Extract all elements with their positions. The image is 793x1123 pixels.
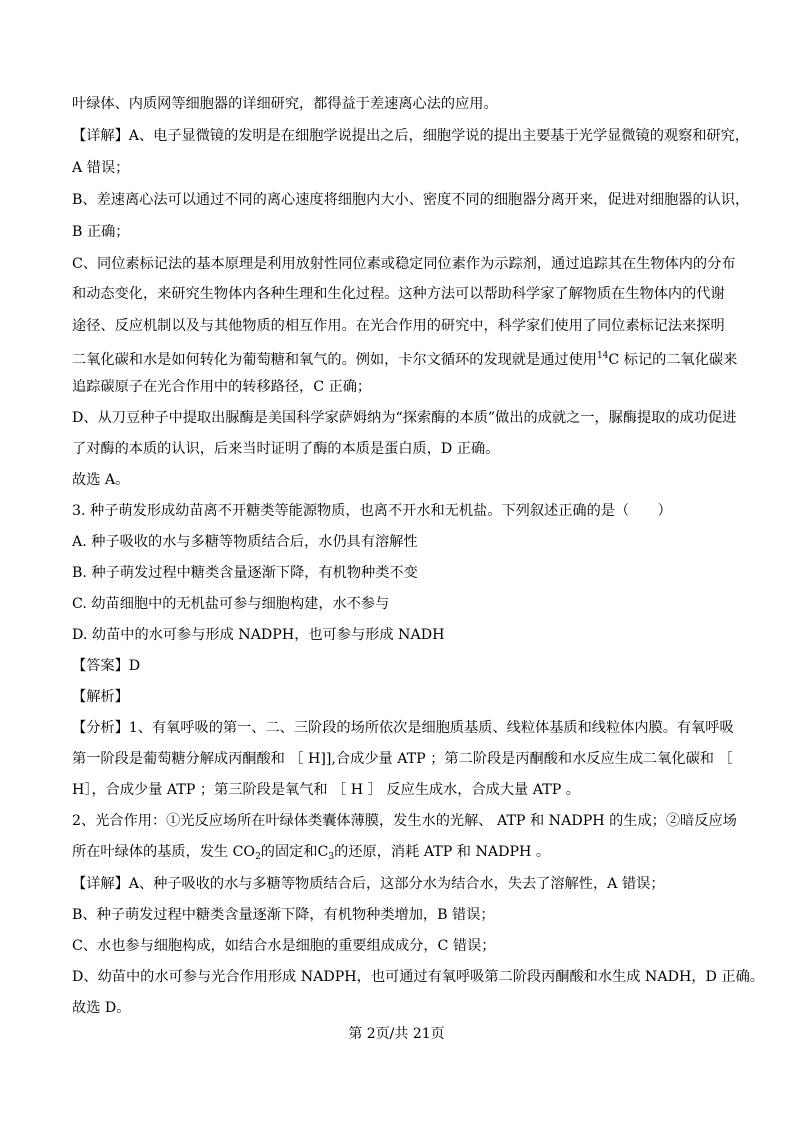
text-segment: 所在叶绿体的基质，发生 CO	[72, 844, 256, 860]
text-line: 故选 A。	[72, 472, 130, 488]
text-line: 【详解】A、种子吸收的水与多糖等物质结合后，这部分水为结合水，失去了溶解性，A 错误；	[72, 876, 665, 892]
text-line: 【分析】1、有氧呼吸的第一、二、三阶段的场所依次是细胞质基质、线粒体基质和线粒体内膜。有氧呼吸	[72, 720, 734, 736]
analysis-label: 【解析】	[72, 689, 129, 705]
page-footer: 第 2页/共 21页	[348, 1026, 445, 1042]
text-line: 第一阶段是葡萄糖分解成丙酮酸和 ［ H]],合成少量 ATP ；第二阶段是丙酮酸和水反应生成二氧化碳和 ［	[72, 751, 733, 767]
text-segment: 二氧化碳和水是如何转化为葡萄糖和氧气的。例如，卡尔文循环的发现就是通过使用	[72, 352, 597, 368]
text-line: 和动态变化，来研究生物体内各种生理和生化过程。这种方法可以帮助科学家了解物质在生物体内的代谢	[72, 286, 725, 302]
text-segment: 的还原，消耗 ATP 和 NADPH 。	[334, 844, 551, 860]
text-line: B 正确；	[72, 224, 130, 240]
option-b: B. 种子萌发过程中糖类含量逐渐下降，有机物种类不变	[72, 565, 418, 581]
text-segment: 的固定和C	[260, 844, 329, 860]
option-a: A. 种子吸收的水与多糖等物质结合后，水仍具有溶解性	[72, 534, 418, 550]
text-line: 2、光合作用：①光反应场所在叶绿体类囊体薄膜，发生水的光解、 ATP 和 NADPH 的生成；②暗反应场	[72, 813, 737, 829]
text-line: 【详解】A、电子显微镜的发明是在细胞学说提出之后，细胞学说的提出主要基于光学显微镜的观察和研究，	[72, 128, 750, 144]
text-line: C、同位素标记法的基本原理是利用放射性同位素或稳定同位素作为示踪剂，通过追踪其在生物体内的分布	[72, 256, 736, 272]
subscript: 2	[255, 852, 261, 862]
text-line: B、差速离心法可以通过不同的离心速度将细胞内大小、密度不同的细胞器分离开来，促进对细胞器的认识，	[72, 192, 750, 208]
text-line: 了对酶的本质的认识，后来当时证明了酶的本质是蛋白质，D 正确。	[72, 441, 500, 457]
text-segment: C 标记的二氧化碳来	[608, 352, 738, 368]
subscript: 3	[328, 852, 335, 862]
text-line: H］，合成少量 ATP ；第三阶段是氧气和 ［ H ］ 反应生成水，合成大量 ATP 。	[72, 782, 580, 798]
text-line: C、水也参与细胞构成，如结合水是细胞的重要组成成分，C 错误；	[72, 938, 496, 954]
text-line: B、种子萌发过程中糖类含量逐渐下降，有机物种类增加，B 错误；	[72, 907, 495, 923]
option-c: C. 幼苗细胞中的无机盐可参与细胞构建，水不参与	[72, 596, 390, 612]
text-line: A 错误；	[72, 160, 130, 176]
text-line	[72, 346, 737, 370]
text-line: D、幼苗中的水可参与光合作用形成 NADPH，也可通过有氧呼吸第二阶段丙酮酸和水生成 NADH，D 正确。	[72, 969, 764, 985]
text-line: 追踪碳原子在光合作用中的转移路径，C 正确；	[72, 379, 372, 395]
text-line	[72, 842, 550, 867]
text-line: 故选 D。	[72, 1000, 131, 1016]
text-line: D、从刀豆种子中提取出脲酶是美国科学家萨姆纳为“探索酶的本质”做出的成就之一，脲酶提取的成功促进	[72, 410, 737, 426]
option-d: D. 幼苗中的水可参与形成 NADPH，也可参与形成 NADH	[72, 627, 445, 643]
answer-label: 【答案】D	[72, 658, 141, 674]
question-stem: 3. 种子萌发形成幼苗离不开糖类等能源物质，也离不开水和无机盐。下列叙述正确的是（ ）	[72, 503, 672, 519]
text-line: 途径、反应机制以及与其他物质的相互作用。在光合作用的研究中，科学家们使用了同位素标记法来探明	[72, 318, 725, 334]
isotope-superscript: 14	[596, 351, 609, 361]
text-line: 叶绿体、内质网等细胞器的详细研究，都得益于差速离心法的应用。	[72, 96, 498, 112]
